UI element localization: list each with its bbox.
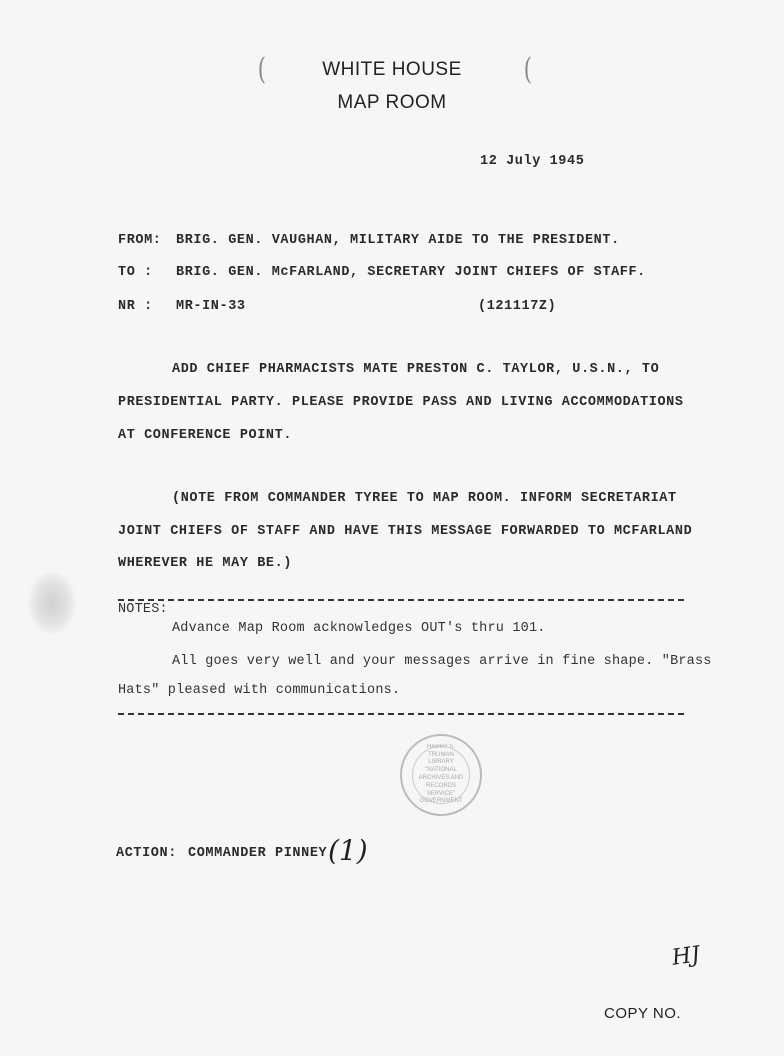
para1-line2: PRESIDENTIAL PARTY. PLEASE PROVIDE PASS AND LIVING ACCOMMODATIONS bbox=[118, 395, 684, 410]
punch-mark-left: ( bbox=[257, 52, 266, 87]
notes-divider-bottom bbox=[118, 713, 684, 715]
action-label: ACTION: bbox=[116, 846, 177, 861]
para1-line3: AT CONFERENCE POINT. bbox=[118, 428, 293, 443]
paper-smudge bbox=[28, 572, 76, 634]
handwritten-initials: HJ bbox=[670, 942, 702, 971]
from-label: FROM: bbox=[118, 233, 162, 248]
date-time-group: (121117Z) bbox=[478, 299, 557, 314]
to-value: BRIG. GEN. McFARLAND, SECRETARY JOINT CHIEFS OF STAFF. bbox=[176, 265, 646, 280]
archive-stamp bbox=[400, 734, 482, 816]
notes-divider-top bbox=[118, 599, 684, 601]
to-label: TO : bbox=[118, 265, 153, 280]
notes-line3: Hats" pleased with communications. bbox=[118, 683, 401, 698]
para2-line2: JOINT CHIEFS OF STAFF AND HAVE THIS MESSAGE FORWARDED TO MCFARLAND bbox=[118, 524, 693, 539]
header-line-1: WHITE HOUSE bbox=[322, 59, 462, 80]
notes-line2: All goes very well and your messages arrive in fine shape. "Brass bbox=[172, 654, 712, 669]
para2-line3: WHEREVER HE MAY BE.) bbox=[118, 556, 293, 571]
para2-line1: (NOTE FROM COMMANDER TYREE TO MAP ROOM. INFORM SECRETARIAT bbox=[172, 491, 677, 506]
copy-number-label: COPY NO. bbox=[604, 1005, 682, 1022]
archive-stamp-inner bbox=[412, 743, 470, 805]
notes-line1: Advance Map Room acknowledges OUT's thru 101. bbox=[172, 621, 546, 636]
archive-stamp-text: HARRY S. TRUMAN LIBRARY "NATIONAL ARCHIVES AND RECORDS SERVICE" GOVERNMENT bbox=[418, 743, 464, 805]
from-value: BRIG. GEN. VAUGHAN, MILITARY AIDE TO THE PRESIDENT. bbox=[176, 233, 620, 248]
nr-value: MR-IN-33 bbox=[176, 299, 246, 314]
date: 12 July 1945 bbox=[480, 154, 585, 169]
action-value: COMMANDER PINNEY bbox=[188, 846, 328, 861]
handwritten-copy-count: (1) bbox=[328, 834, 368, 867]
nr-label: NR : bbox=[118, 299, 153, 314]
punch-mark-right: ( bbox=[523, 52, 532, 87]
header-line-2: MAP ROOM bbox=[337, 92, 447, 113]
para1-line1: ADD CHIEF PHARMACISTS MATE PRESTON C. TAYLOR, U.S.N., TO bbox=[172, 362, 660, 377]
notes-label: NOTES: bbox=[118, 602, 168, 617]
